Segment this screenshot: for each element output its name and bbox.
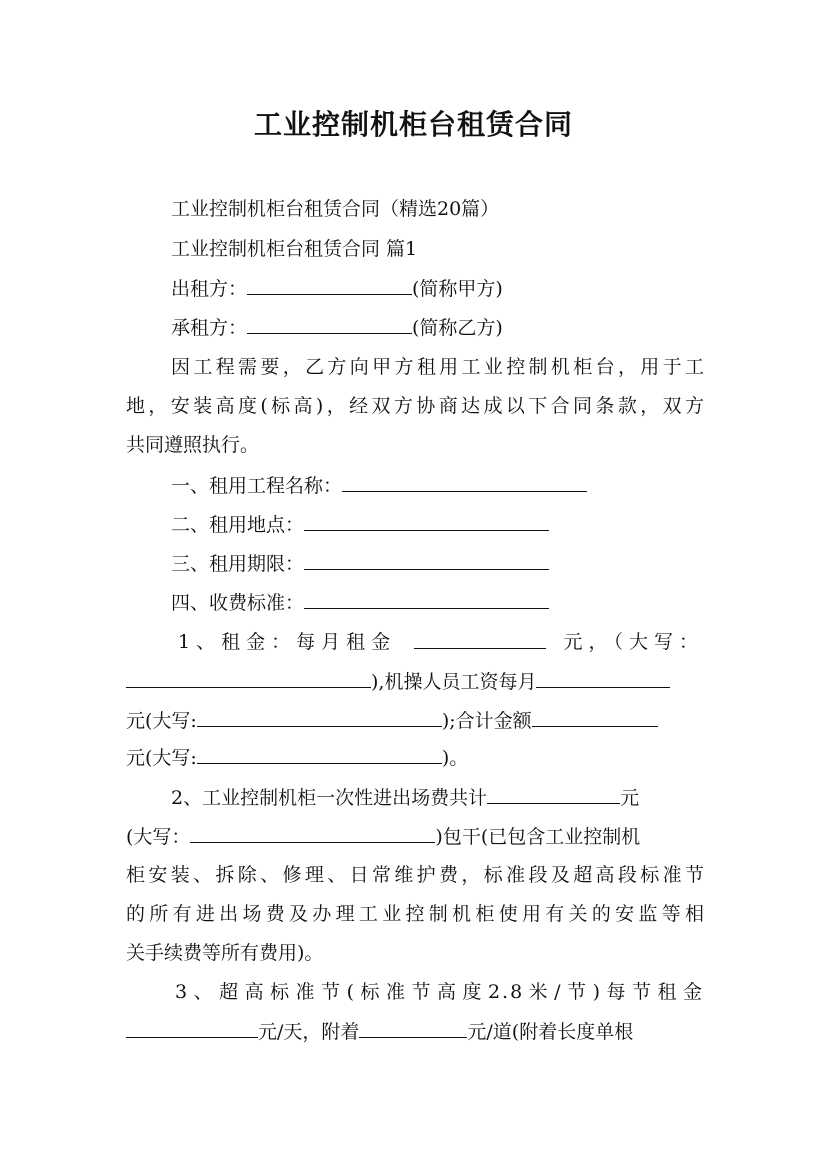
clause-fees	[171, 590, 704, 614]
paragraph-line: 柜安装、拆除、修理、日常维护费，标准段及超高段标准节	[126, 864, 704, 886]
entry-fee-capital-line	[126, 824, 704, 848]
unit-label: 元	[620, 787, 640, 809]
rent-line	[178, 630, 704, 654]
lessee-line	[171, 315, 704, 339]
rent-blank	[414, 630, 546, 649]
clause-project-name	[171, 473, 704, 497]
section-3-line: 3、超高标准节(标准节高度2.8米/节)每节租金	[175, 981, 704, 1003]
clause-location	[171, 512, 704, 536]
inclusive-text: )包干(已包含工业控制机	[435, 826, 641, 848]
section-heading: 工业控制机柜台租赁合同 篇1	[171, 238, 418, 260]
paragraph-line: 关手续费等所有费用)。	[126, 942, 324, 964]
paragraph-line: 的所有进出场费及办理工业控制机柜使用有关的安监等相	[126, 903, 704, 925]
capital-blank	[197, 745, 442, 764]
lessee-abbr: (简称乙方)	[412, 317, 503, 339]
clause-blank	[304, 512, 549, 531]
rate-blank	[126, 1019, 258, 1038]
capital-label: 元(大写:	[126, 747, 197, 769]
capital-blank	[126, 669, 371, 688]
total-blank	[532, 708, 658, 727]
clause-label: 四、收费标准：	[171, 592, 305, 614]
entry-fee-label: 2、工业控制机柜一次性进出场费共计	[171, 787, 488, 809]
line-end: )。	[441, 747, 469, 769]
paragraph-line: 因工程需要，乙方向甲方租用工业控制机柜台，用于工	[171, 356, 704, 378]
wage-blank	[536, 669, 670, 688]
wage-label: ),机操人员工资每月	[371, 671, 537, 693]
attachment-blank	[359, 1019, 467, 1038]
capital-blank	[190, 824, 435, 843]
lessor-label: 出租方：	[171, 278, 248, 300]
entry-fee-blank	[487, 785, 620, 804]
wage-capital-line	[126, 708, 704, 732]
subtitle-line: 工业控制机柜台租赁合同（精选20篇）	[171, 198, 500, 220]
paragraph-line: 地，安装高度(标高)，经双方协商达成以下合同条款，双方	[126, 395, 704, 417]
rate-label: 元/天，附着	[258, 1021, 360, 1043]
lessor-blank	[247, 276, 412, 295]
clause-term	[171, 551, 704, 575]
paragraph-line: 共同遵照执行。	[126, 434, 260, 456]
total-label: );合计金额	[441, 710, 532, 732]
clause-blank	[342, 473, 587, 492]
lessor-abbr: (简称甲方)	[412, 278, 503, 300]
rent-label: 1、租金：每月租金	[178, 631, 397, 653]
clause-label: 二、租用地点：	[171, 514, 305, 536]
wage-line	[126, 669, 704, 693]
entry-fee-line	[171, 785, 704, 809]
capital-label: 元(大写:	[126, 710, 197, 732]
clause-blank	[304, 590, 549, 609]
clause-label: 一、租用工程名称：	[171, 475, 343, 497]
lessor-line	[171, 276, 704, 300]
attachment-label: 元/道(附着长度单根	[467, 1021, 634, 1043]
total-capital-line	[126, 745, 704, 769]
lessee-label: 承租方：	[171, 317, 248, 339]
capital-blank	[197, 708, 442, 727]
clause-blank	[304, 551, 549, 570]
clause-label: 三、租用期限：	[171, 553, 305, 575]
rent-capital: 元，（大写：	[563, 631, 704, 653]
section-3-rates-line	[126, 1019, 704, 1043]
capital-label: (大写：	[126, 826, 191, 848]
document-title: 工业控制机柜台租赁合同	[253, 108, 573, 141]
lessee-blank	[247, 315, 412, 334]
